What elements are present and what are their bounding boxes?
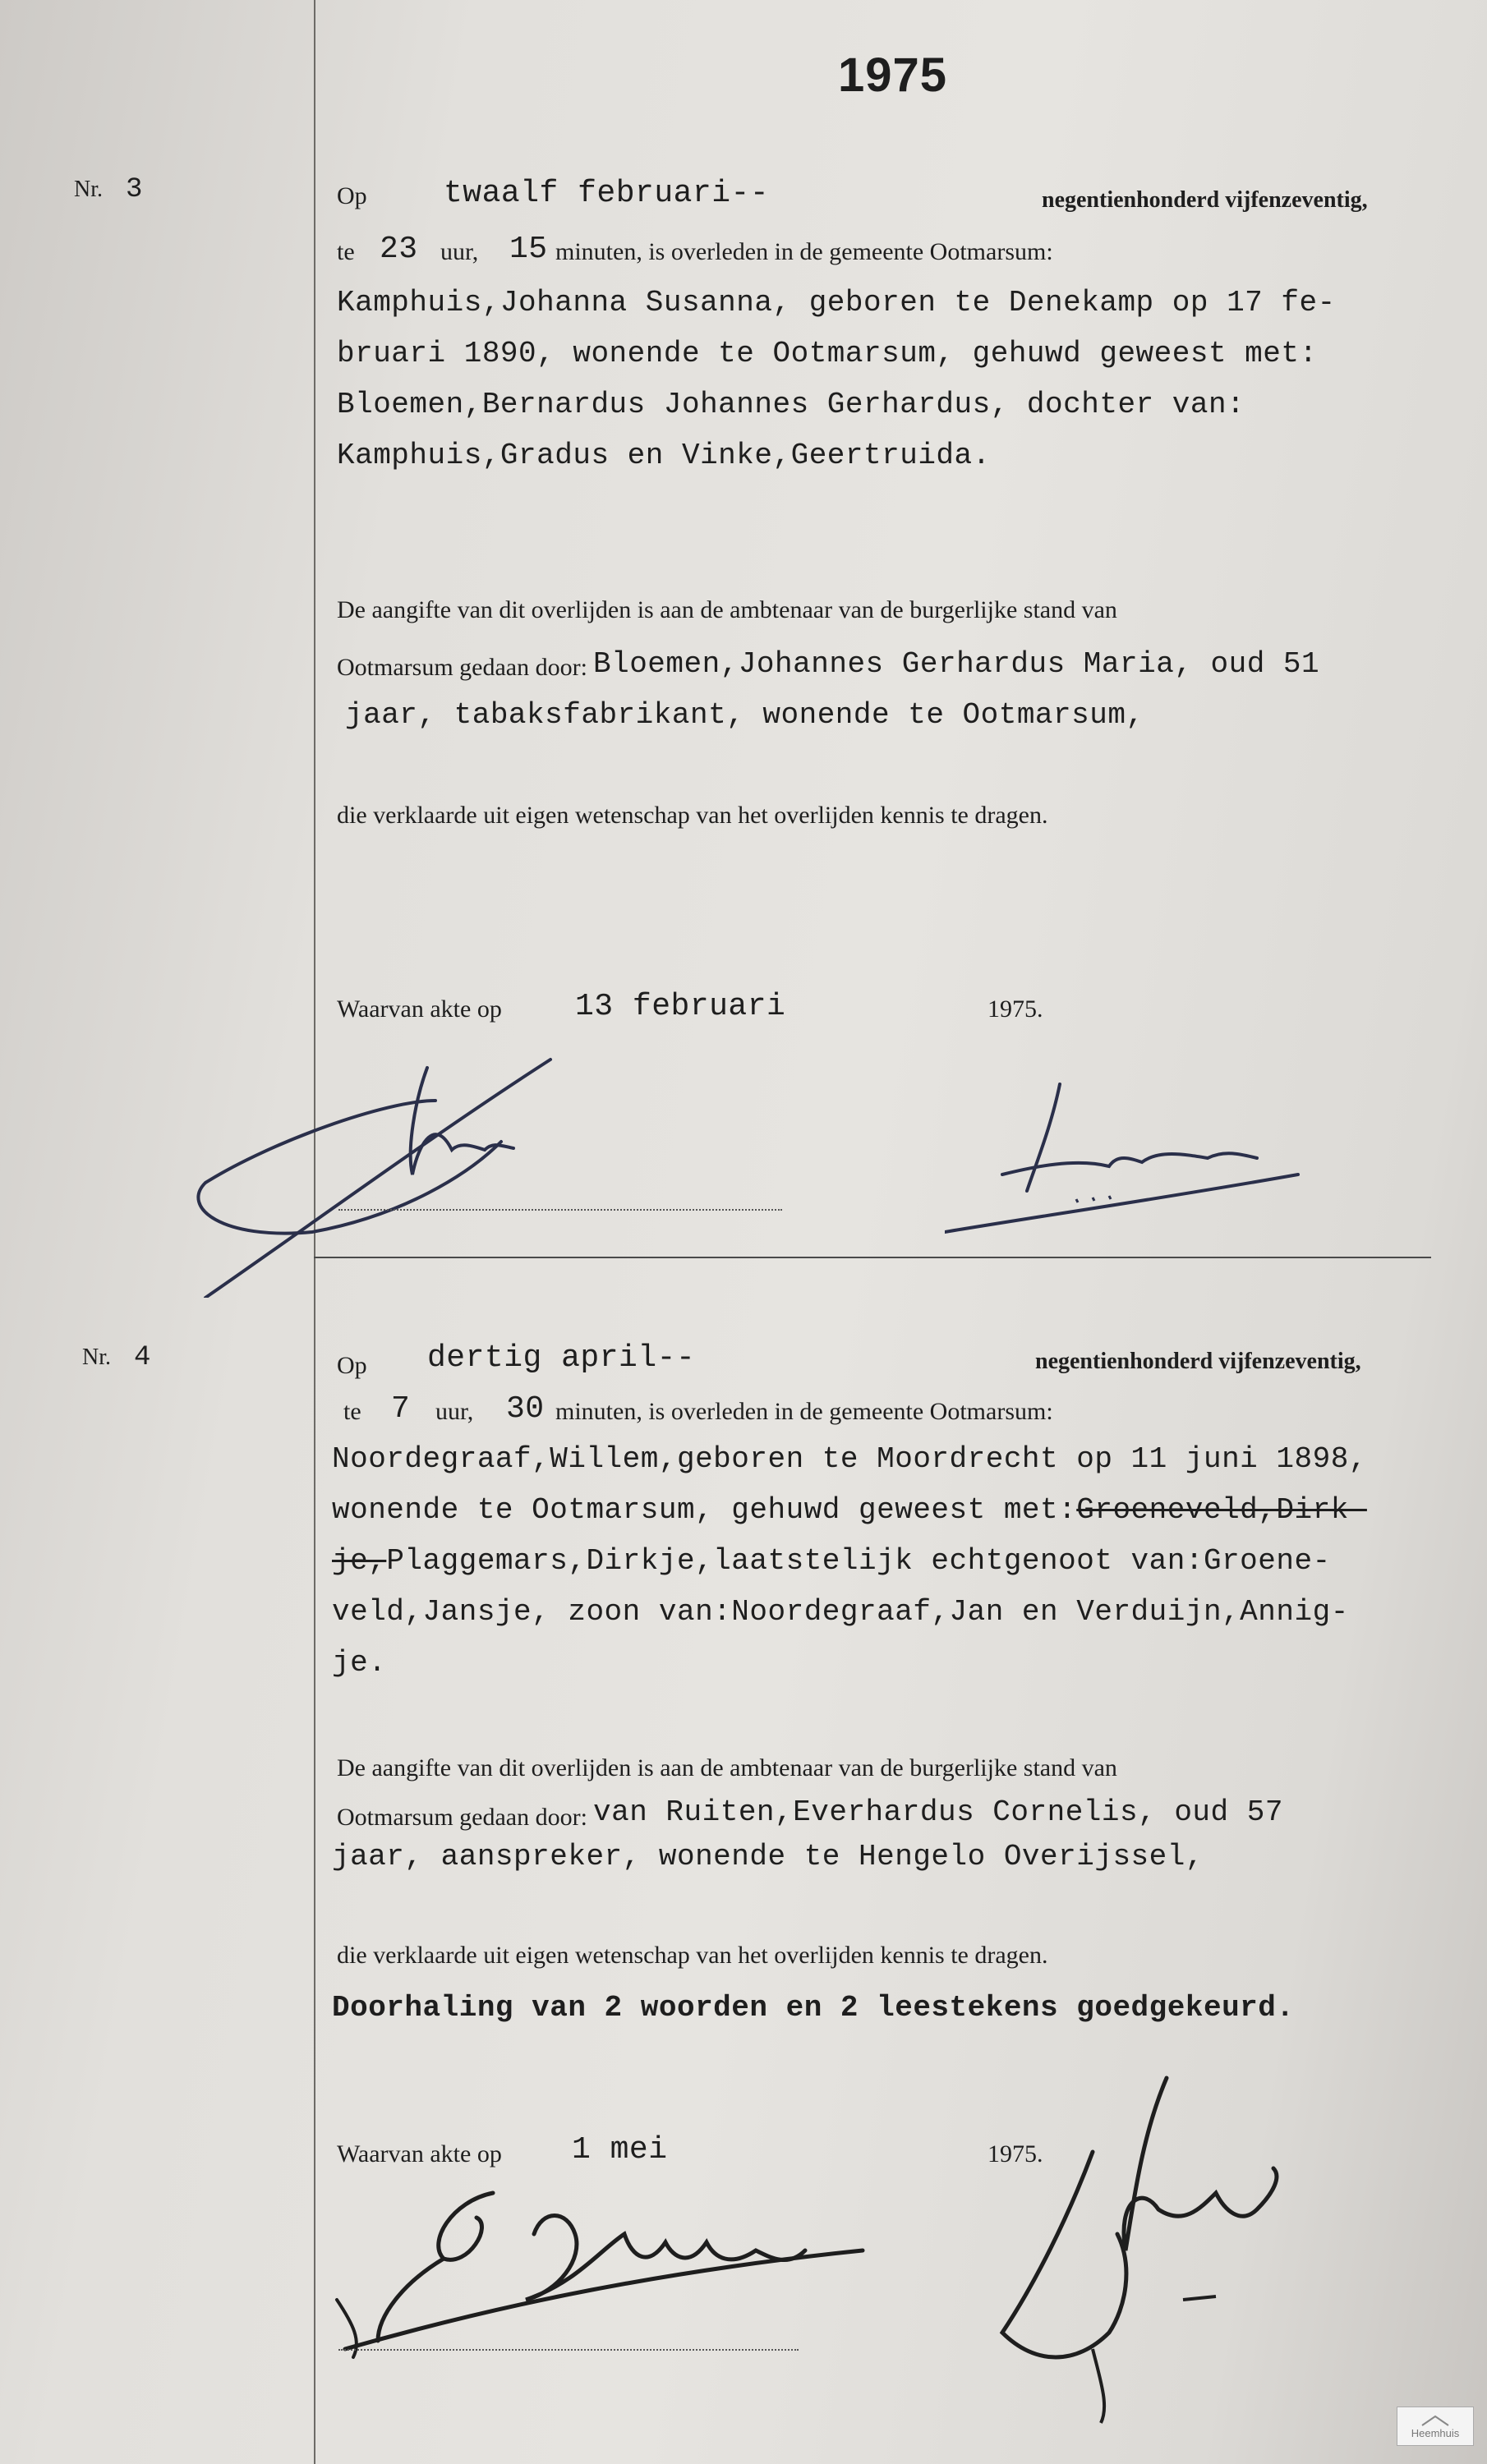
declarant-line: van Ruiten,Everhardus Cornelis, oud 57 [593,1795,1283,1829]
aangifte-prefix: Ootmarsum gedaan door: [337,654,587,681]
details-line [332,1493,1367,1527]
waarvan-prefix: Waarvan akte op [337,995,502,1023]
year-in-words: negentienhonderd vijfenzeventig, [1042,187,1368,213]
verklaarde-text: die verklaarde uit eigen wetenschap van het overlijden kennis te dragen. [337,1942,1048,1969]
signature-right-entry-4 [969,2070,1364,2431]
death-hour: 23 [380,232,418,267]
aangifte-text: De aangifte van dit overlijden is aan de ambtenaar van de burgerlijke stand van [337,596,1117,623]
doorhaling-note: Doorhaling van 2 woorden en 2 leestekens goedgekeurd. [332,1991,1295,2025]
uur-label: uur, [440,238,479,265]
signature-line [338,2349,799,2351]
akte-year: 1975. [987,2140,1043,2167]
register-year: 1975 [838,48,948,102]
death-hour: 7 [391,1391,411,1427]
death-minutes: 30 [506,1391,545,1427]
entry-number-3 [74,174,142,205]
signature-right-entry-3 [945,1076,1306,1240]
uur-label: uur, [435,1398,474,1425]
house-logo-icon [1419,2414,1452,2427]
verklaarde-text: die verklaarde uit eigen wetenschap van het overlijden kennis te dragen. [337,802,1048,829]
declarant-line: jaar, aanspreker, wonende te Hengelo Overijssel, [332,1840,1204,1873]
details-line: bruari 1890, wonende te Ootmarsum, gehuwd geweest met: [337,337,1318,370]
details-text: wonende te Ootmarsum, gehuwd geweest met: [332,1493,1077,1527]
year-in-words: negentienhonderd vijfenzeventig, [1035,1349,1361,1374]
aangifte-prefix: Ootmarsum gedaan door: [337,1804,587,1831]
death-minutes: 15 [509,232,548,267]
time-te: te [337,238,355,265]
op-label: Op [337,182,367,209]
declarant-line: Bloemen,Johannes Gerhardus Maria, oud 51 [593,647,1320,681]
nr-value: 3 [126,174,143,205]
watermark-text: Heemhuis [1411,2426,1460,2439]
signature-left-entry-3 [189,1051,698,1298]
death-date-written: twaalf februari-- [444,176,770,211]
signature-left-entry-4 [329,2177,887,2374]
entry-number-4 [82,1342,150,1373]
signature-line [338,1209,782,1211]
nr-label: Nr. [82,1345,111,1370]
details-line: Noordegraaf,Willem,geboren te Moordrecht op 11 juni 1898, [332,1442,1367,1476]
aangifte-text: De aangifte van dit overlijden is aan de ambtenaar van de burgerlijke stand van [337,1754,1117,1781]
details-line: veld,Jansje, zoon van:Noordegraaf,Jan en Verduijn,Annig- [332,1595,1349,1629]
details-line: Bloemen,Bernardus Johannes Gerhardus, dochter van: [337,388,1245,421]
declarant-line: jaar, tabaksfabrikant, wonende te Ootmarsum, [345,698,1144,732]
details-line: Kamphuis,Gradus en Vinke,Geertruida. [337,439,991,472]
entry-divider [314,1257,1431,1258]
nr-label: Nr. [74,177,103,202]
akte-date: 1 mei [572,2132,668,2167]
time-te: te [343,1398,361,1425]
watermark-badge [1397,2407,1474,2446]
death-date-written: dertig april-- [427,1340,696,1376]
details-text: Plaggemars,Dirkje,laatstelijk echtgenoot van:Groene- [386,1544,1331,1578]
struck-text: je, [332,1544,387,1578]
struck-text: Groeneveld,Dirk- [1076,1493,1367,1527]
minutes-text: minuten, is overleden in de gemeente Ootmarsum: [555,1398,1053,1425]
op-label: Op [337,1352,367,1379]
waarvan-prefix: Waarvan akte op [337,2140,502,2167]
details-line: je. [332,1646,387,1680]
details-line: Kamphuis,Johanna Susanna, geboren te Denekamp op 17 fe- [337,286,1336,319]
akte-date: 13 februari [575,989,786,1024]
nr-value: 4 [134,1342,151,1373]
minutes-text: minuten, is overleden in de gemeente Ootmarsum: [555,238,1053,265]
akte-year: 1975. [987,995,1043,1023]
details-line [332,1544,1331,1578]
